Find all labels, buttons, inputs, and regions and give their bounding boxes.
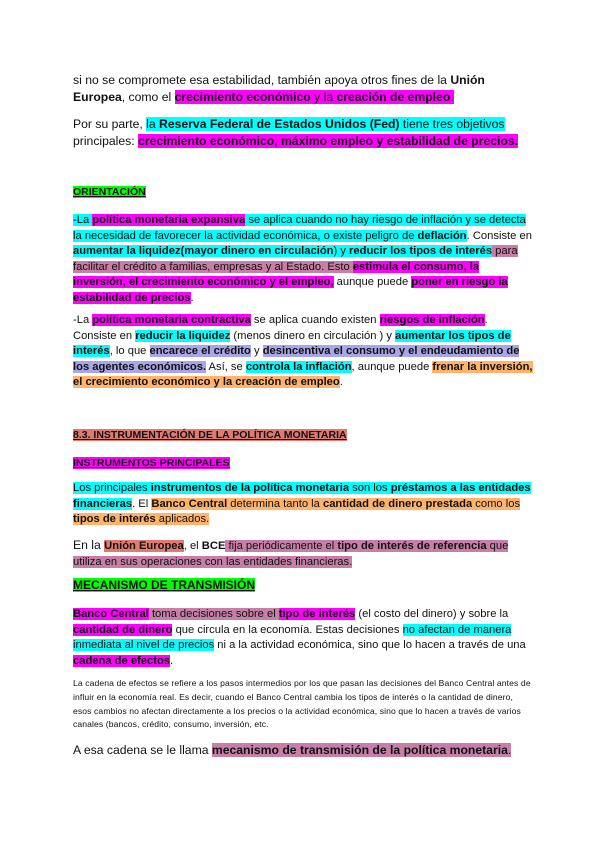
paragraph-banco-central: Banco Central toma decisiones sobre el tipo de interés (el costo del dinero) y sobre la cantidad de dinero que circula en la economía. Estas decisiones no afectan de manera inmediata al nivel de precios ni a la actividad económica, sino que lo hacen a través de una cadena de efectos. <box>73 608 526 667</box>
paragraph-contractiva: -La política monetaria contractiva se aplica cuando existen riesgos de inflación. Consiste en reducir la liquidez (menos dinero en circulación ) y aumentar los tipos de interés, lo que encarece el crédito y desincentiva el consumo y el endeudamiento de los agentes económicos. Así, se controla la inflación, aunque puede frenar la inversión, el crecimiento económico y la creación de empleo. <box>73 314 533 388</box>
paragraph-fed-goals: Por su parte, la Reserva Federal de Estados Unidos (Fed) tiene tres objetivos principales: crecimiento económico, máximo empleo y estabilidad de precios. <box>73 117 519 148</box>
heading-instrumentos-principales: INSTRUMENTOS PRINCIPALES <box>73 457 230 469</box>
paragraph-mecanismo-nombre: A esa cadena se le llama mecanismo de transmisión de la política monetaria. <box>73 743 512 757</box>
paragraph-expansiva: -La política monetaria expansiva se aplica cuando no hay riesgo de inflación y se detecta la necesidad de favorecer la actividad económica, o existe peligro de deflación. Consiste en aumentar la liquidez(mayor dinero en circulación) y reducir los tipos de interés para facilitar el crédito a familias, empresas y al Estado. Esto estimula el consumo, la inversión, el crecimiento económico y el empleo, aunque puede poner en riesgo la estabilidad de precios. <box>73 214 532 304</box>
paragraph-cadena-efectos: La cadena de efectos se refiere a los pasos intermedios por los que pasan las decisiones del Banco Central antes de influir en la economía real. Es decir, cuando el Banco Central cambia los tipos de interés o la cantidad de dinero, esos cambios no afectan directamente a los precios o la actividad económica, sino que lo hacen a través de varios canales (bancos, crédito, consumo, inversión, etc. <box>73 678 531 730</box>
heading-mecanismo: MECANISMO DE TRANSMISIÓN <box>73 578 256 592</box>
heading-instrumentacion: 8.3. INSTRUMENTACIÓN DE LA POLÍTICA MONETARIA <box>73 429 347 441</box>
heading-orientacion: ORIENTACIÓN <box>73 186 146 198</box>
paragraph-ue-goals: si no se compromete esa estabilidad, también apoya otros fines de la Unión Europea, como el crecimiento económico y la creación de empleo. <box>73 73 485 104</box>
paragraph-instrumentos: Los principales instrumentos de la política monetaria son los préstamos a las entidades financieras. El Banco Central determina tanto la cantidad de dinero prestada como los tipos de interés aplicados. <box>73 482 531 525</box>
paragraph-bce: En la Unión Europea, el BCE fija periódicamente el tipo de interés de referencia que utiliza en sus operaciones con las entidades financieras. <box>73 538 509 568</box>
